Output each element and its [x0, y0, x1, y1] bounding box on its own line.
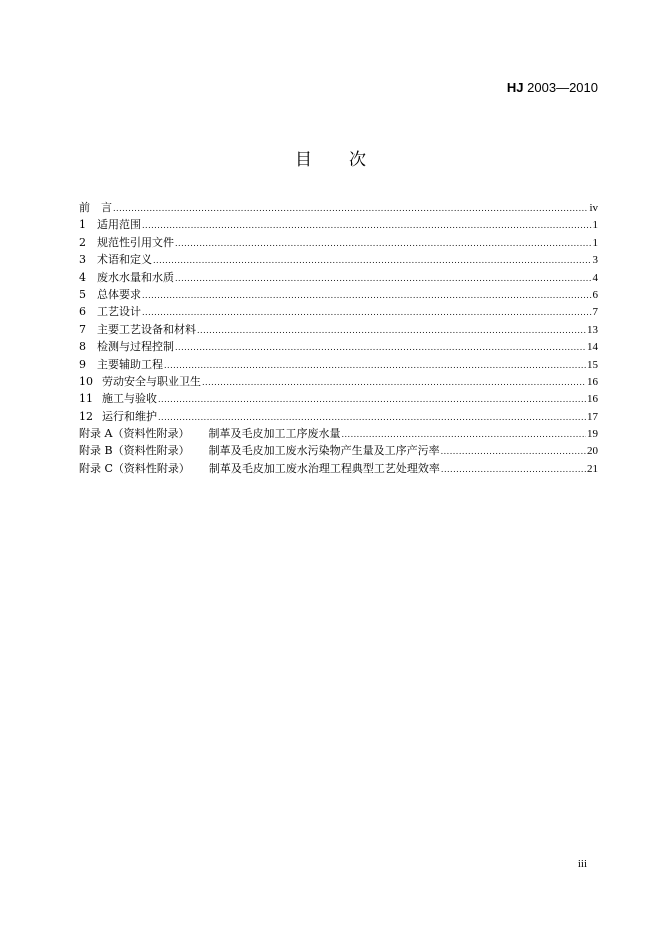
- toc-entry-page: 20: [587, 445, 598, 458]
- toc-leader-dots: [113, 200, 588, 217]
- toc-entry[interactable]: [79, 269, 598, 286]
- toc-entry-label: 主要辅助工程: [97, 357, 163, 371]
- toc-entry-number: 11: [79, 392, 93, 406]
- toc-entry-number: 前 言: [79, 201, 112, 214]
- toc-entry[interactable]: [79, 338, 598, 355]
- toc-leader-dots: [441, 461, 586, 478]
- toc-entry[interactable]: [79, 286, 598, 303]
- toc-entry-label: 制革及毛皮加工废水污染物产生量及工序产污率: [208, 444, 440, 458]
- toc-entry-label: 检测与过程控制: [97, 340, 174, 354]
- toc-leader-dots: [142, 287, 592, 304]
- toc-leader-dots: [153, 252, 592, 269]
- toc-entry-page: 16: [587, 375, 598, 388]
- toc-entry[interactable]: [79, 356, 598, 373]
- toc-entry-label: 总体要求: [97, 287, 141, 301]
- toc-entry-label: 废水水量和水质: [97, 270, 174, 284]
- toc-leader-dots: [202, 374, 586, 391]
- toc-entry-label: 施工与验收: [102, 392, 157, 406]
- toc-entry-label: 劳动安全与职业卫生: [102, 374, 201, 388]
- toc-entry-number: 9: [79, 357, 86, 371]
- title-part-1: 目: [295, 150, 313, 170]
- toc-entry-number: 1: [79, 218, 86, 232]
- toc-entry-page: 6: [592, 288, 598, 301]
- toc-entry-number: 2: [79, 235, 86, 249]
- toc-entry-page: 13: [587, 323, 598, 336]
- toc-entry-label: 适用范围: [97, 218, 141, 232]
- toc-entry-number: 5: [79, 287, 86, 301]
- toc-entry-page: 16: [587, 393, 598, 406]
- toc-leader-dots: [164, 357, 586, 374]
- toc-leader-dots: [175, 339, 586, 356]
- standard-number: 2003—2010: [523, 80, 598, 95]
- toc-entry-page: iv: [589, 202, 598, 214]
- table-of-contents: [79, 199, 598, 477]
- toc-entry[interactable]: [79, 199, 598, 216]
- toc-entry-label: 制革及毛皮加工废水治理工程典型工艺处理效率: [208, 461, 440, 475]
- toc-leader-dots: [142, 304, 592, 321]
- toc-entry[interactable]: [79, 442, 598, 459]
- toc-entry-label: 规范性引用文件: [97, 235, 174, 249]
- toc-entry[interactable]: [79, 234, 598, 251]
- toc-leader-dots: [158, 391, 586, 408]
- toc-entry-page: 1: [592, 236, 598, 249]
- toc-entry[interactable]: [79, 460, 598, 477]
- toc-entry[interactable]: [79, 425, 598, 442]
- toc-leader-dots: [142, 217, 592, 234]
- toc-entry-number: 12: [79, 409, 93, 423]
- toc-entry[interactable]: [79, 251, 598, 268]
- toc-leader-dots: [197, 322, 586, 339]
- page-number: iii: [577, 858, 587, 870]
- toc-entry-label: 术语和定义: [97, 253, 152, 267]
- toc-entry[interactable]: [79, 216, 598, 233]
- toc-entry-label: 工艺设计: [97, 305, 141, 319]
- toc-entry-number: 附录 B（资料性附录）: [79, 444, 190, 458]
- toc-entry-number: 附录 A（资料性附录）: [79, 427, 190, 441]
- toc-entry-label: 制革及毛皮加工工序废水量: [208, 427, 341, 441]
- toc-leader-dots: [175, 235, 592, 252]
- toc-entry-page: 1: [592, 219, 598, 232]
- toc-entry-page: 4: [592, 271, 598, 284]
- toc-entry-page: 7: [592, 306, 598, 319]
- toc-entry-page: 3: [592, 254, 598, 267]
- toc-entry-page: 19: [587, 428, 598, 441]
- toc-entry-number: 6: [79, 305, 86, 319]
- title-part-2: 次: [349, 150, 367, 170]
- toc-entry-number: 8: [79, 340, 86, 354]
- toc-entry-page: 14: [587, 341, 598, 354]
- toc-entry-number: 4: [79, 270, 86, 284]
- toc-entry-page: 15: [587, 358, 598, 371]
- page-title: [0, 145, 662, 170]
- toc-entry[interactable]: [79, 303, 598, 320]
- toc-entry-page: 21: [587, 462, 598, 475]
- toc-leader-dots: [175, 270, 592, 287]
- toc-entry-label: 运行和维护: [102, 409, 157, 423]
- standard-code: HJ: [506, 80, 524, 95]
- toc-entry-number: 3: [79, 253, 86, 267]
- toc-entry[interactable]: [79, 408, 598, 425]
- toc-entry-number: 10: [79, 374, 93, 388]
- toc-entry-label: 主要工艺设备和材料: [97, 322, 196, 336]
- toc-leader-dots: [341, 426, 586, 443]
- toc-entry-number: 7: [79, 322, 86, 336]
- toc-entry[interactable]: [79, 373, 598, 390]
- document-header: [507, 80, 598, 95]
- toc-entry-number: 附录 C（资料性附录）: [79, 461, 190, 475]
- toc-entry[interactable]: [79, 321, 598, 338]
- toc-leader-dots: [441, 443, 586, 460]
- toc-leader-dots: [158, 409, 586, 426]
- toc-entry-page: 17: [587, 410, 598, 423]
- toc-entry[interactable]: [79, 390, 598, 407]
